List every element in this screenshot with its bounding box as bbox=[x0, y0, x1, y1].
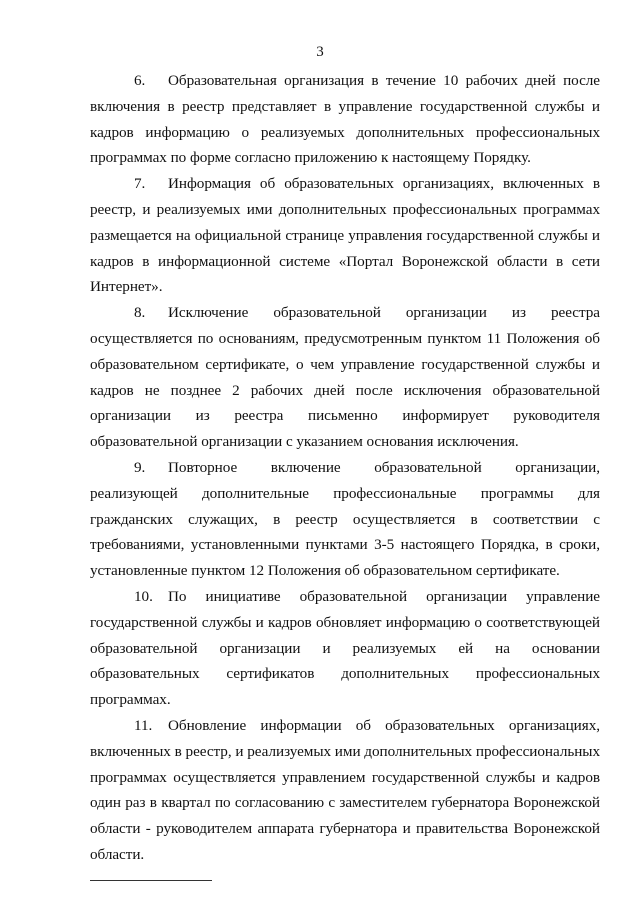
paragraph-number: 10. bbox=[134, 587, 153, 605]
paragraph-number: 9. bbox=[134, 458, 146, 476]
paragraph-11 bbox=[90, 713, 600, 868]
paragraph-text: Образовательная организация в течение 10 рабочих дней после включения в реестр представляет в управление государственной службы и кадров информацию о реализуемых дополнительных профессиональных программах по форме согласно приложению к настоящему Порядку. bbox=[90, 72, 600, 167]
document-body bbox=[90, 68, 600, 868]
footer-divider bbox=[90, 880, 212, 881]
paragraph-number: 7. bbox=[134, 175, 146, 193]
paragraph-number: 11. bbox=[134, 716, 153, 734]
paragraph-number: 6. bbox=[134, 72, 146, 89]
paragraph-text: Информация об образовательных организациях, включенных в реестр, и реализуемых ими дополнительных профессиональных программах размещается на официальной странице управления государственной службы и кадров в информационной системе «Портал Воронежской области в сети Интернет». bbox=[90, 175, 600, 296]
paragraph-text: Обновление информации об образовательных организациях, включенных в реестр, и реализуемых ими дополнительных профессиональных программах осуществляется управлением государственной службы и кадров один раз в квартал по согласованию с заместителем губернатора Воронежской области - руководителем аппарата губернатора и правительства Воронежской области. bbox=[90, 716, 600, 863]
page-number: 3 bbox=[316, 44, 324, 60]
paragraph-number: 8. bbox=[134, 304, 146, 322]
paragraph-text: Исключение образовательной организации из реестра осуществляется по основаниям, предусмотренным пунктом 11 Положения об образовательном сертификате, о чем управление государственной службы и кадров не позднее 2 рабочих дней после исключения образовательной организации из реестра письменно информирует руководителя образовательной организации с указанием основания исключения. bbox=[90, 304, 600, 451]
paragraph-6 bbox=[90, 68, 600, 171]
paragraph-7 bbox=[90, 171, 600, 300]
paragraph-text: Повторное включение образовательной организации, реализующей дополнительные профессиональные программы для гражданских служащих, в реестр осуществляется в соответствии с требованиями, установленными пунктами 3-5 настоящего Порядка, в сроки, установленные пунктом 12 Положения об образовательном сертификате. bbox=[90, 458, 600, 580]
paragraph-10 bbox=[90, 584, 600, 713]
paragraph-9 bbox=[90, 455, 600, 584]
paragraph-8 bbox=[90, 300, 600, 455]
paragraph-text: По инициативе образовательной организации управление государственной службы и кадров обновляет информацию о соответствующей образовательной организации и реализуемых ей на основании образовательных сертификатов дополнительных профессиональных программах. bbox=[90, 587, 600, 709]
